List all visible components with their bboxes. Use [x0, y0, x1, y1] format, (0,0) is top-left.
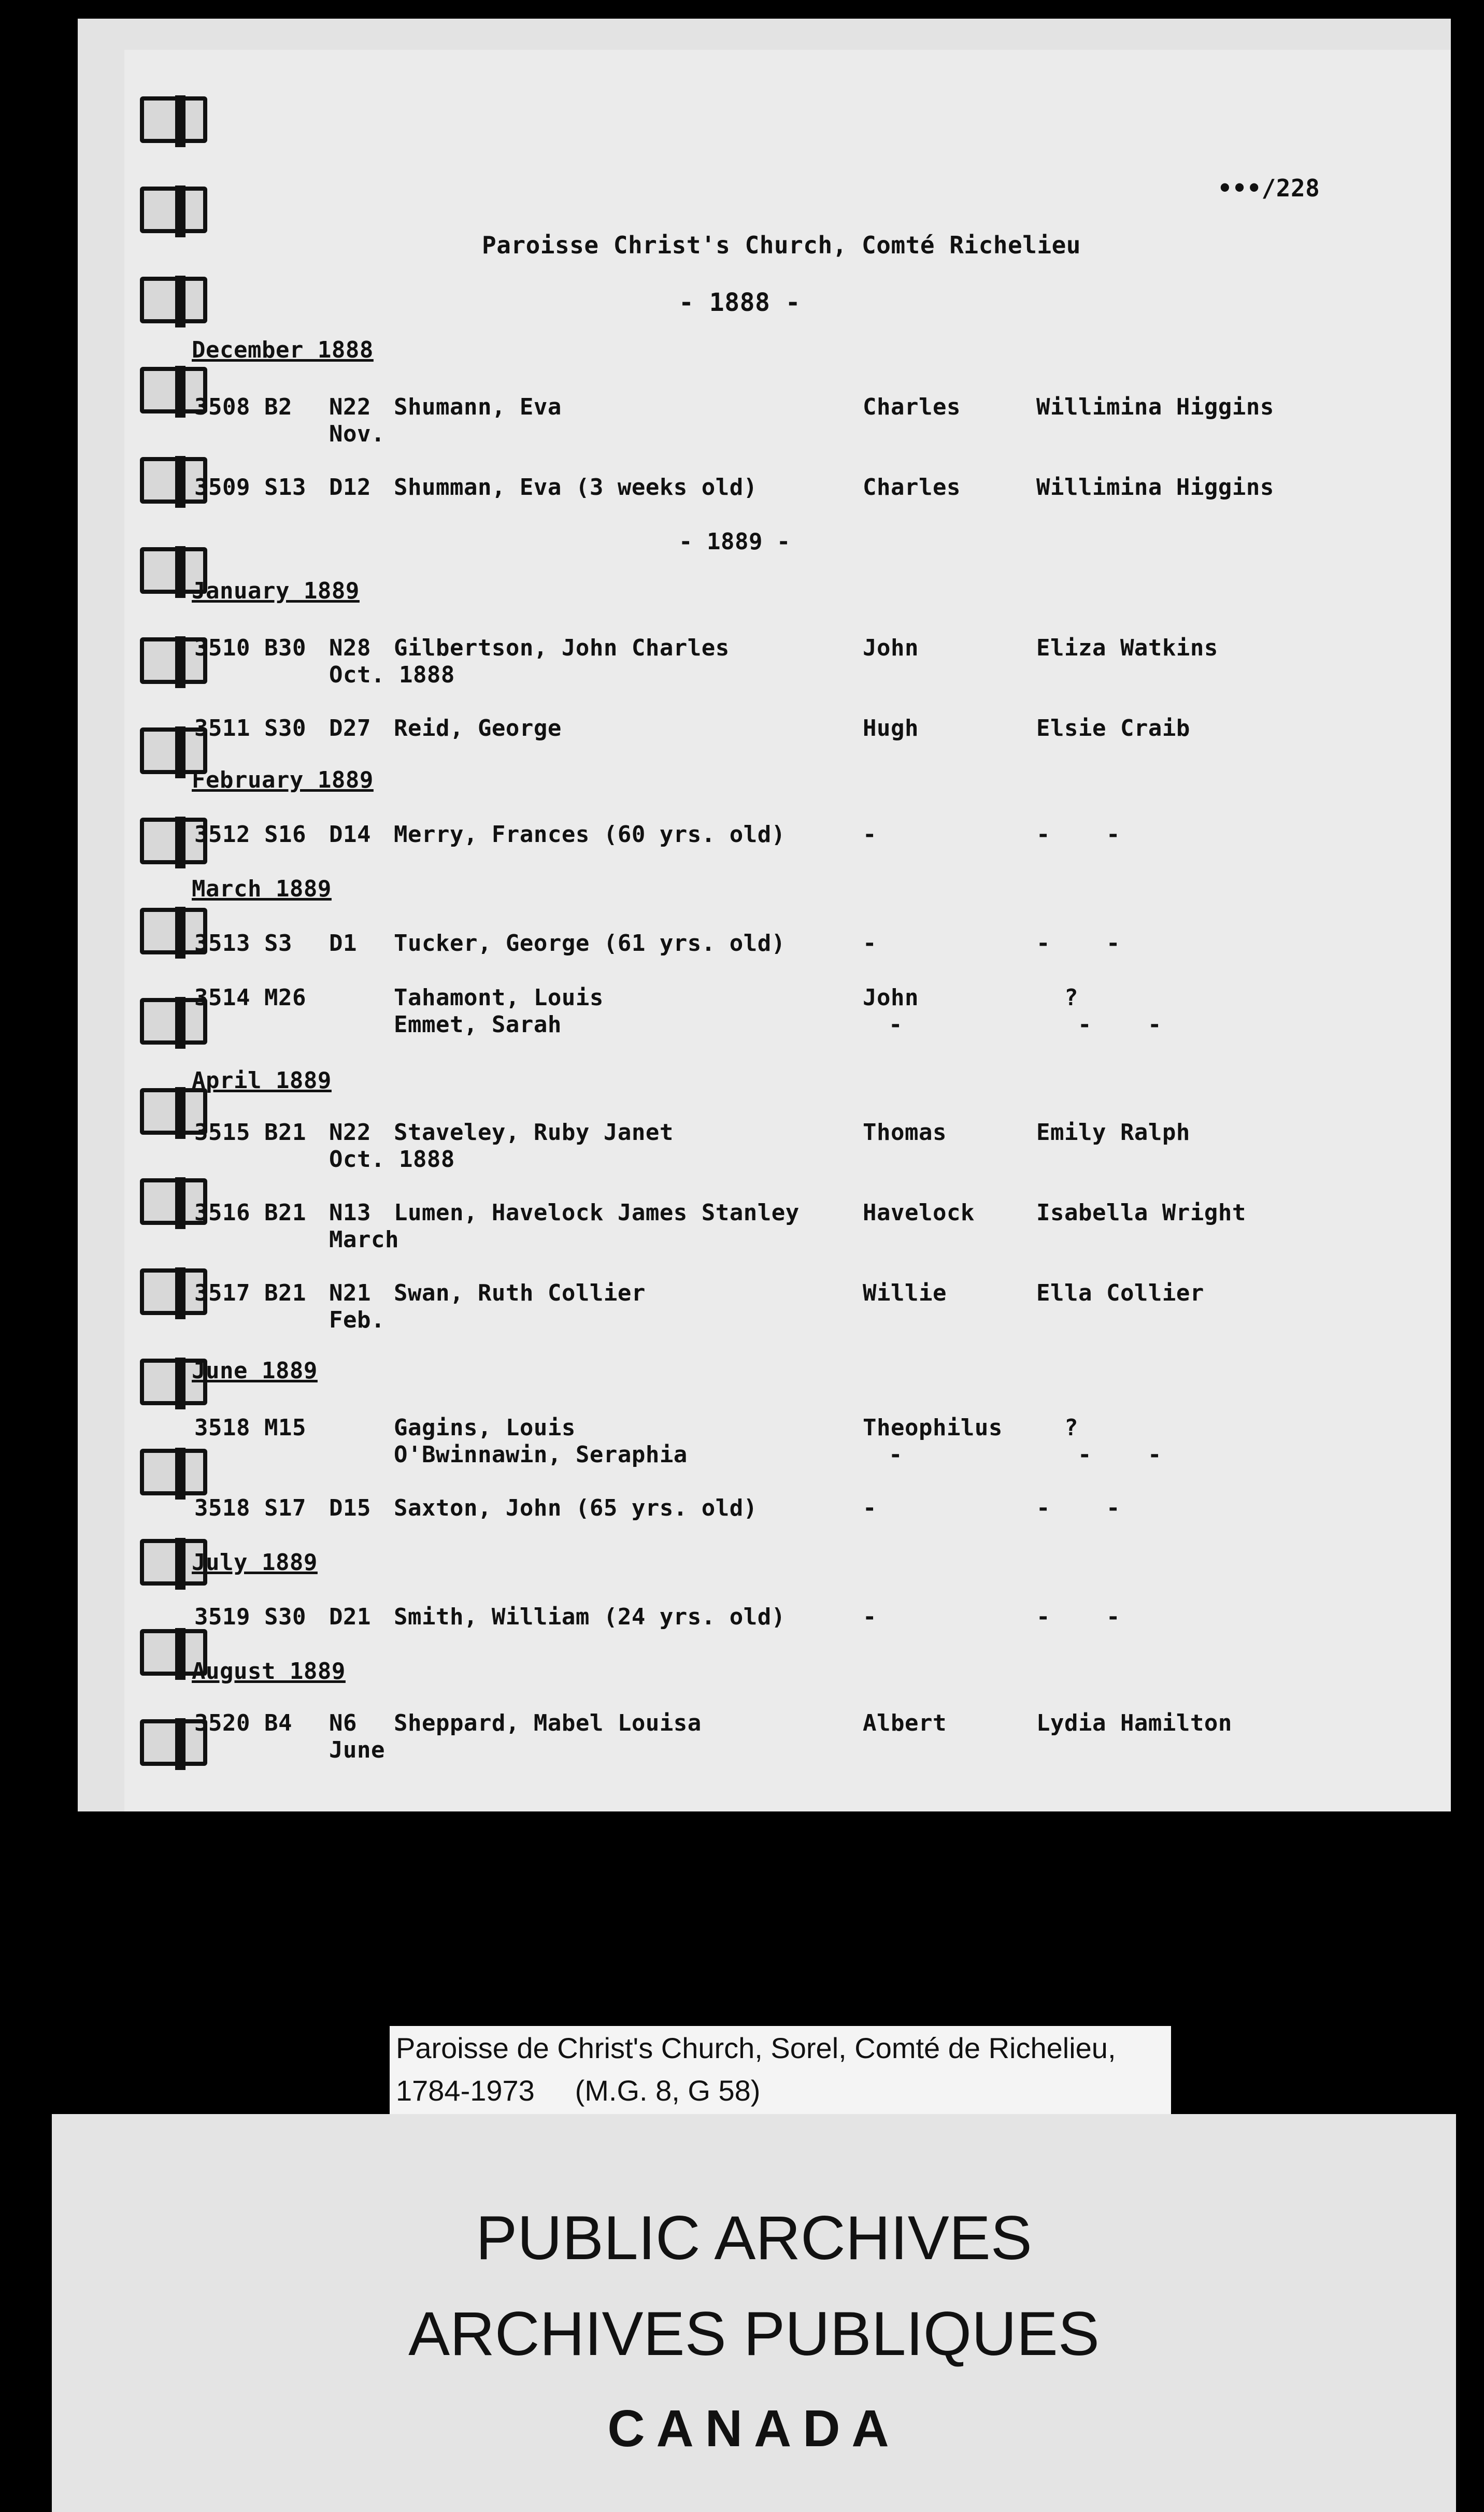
person-name: Gagins, Louis: [394, 1415, 576, 1441]
father-name: John: [863, 635, 919, 661]
event-date: D12: [329, 474, 371, 501]
father-name: Charles: [863, 474, 961, 501]
label-line-2: 1784-1973 (M.G. 8, G 58): [396, 2074, 761, 2107]
person-name: Lumen, Havelock James Stanley: [394, 1200, 800, 1226]
person-name: Swan, Ruth Collier: [394, 1280, 646, 1306]
entry-number: 3511: [194, 715, 250, 741]
father-name: John: [863, 984, 919, 1011]
person-name: Shumann, Eva: [394, 394, 562, 420]
mother-name: - -: [1036, 821, 1120, 848]
mother-name: Isabella Wright: [1036, 1200, 1246, 1226]
card-line-1: PUBLIC ARCHIVES: [476, 2203, 1032, 2273]
act-code: B30: [264, 635, 306, 661]
person-name: Merry, Frances (60 yrs. old): [394, 821, 786, 848]
act-code: B21: [264, 1280, 306, 1306]
event-date: N6: [329, 1710, 357, 1736]
event-date: D21: [329, 1604, 371, 1630]
register-page: [78, 19, 1451, 1811]
person-name: Staveley, Ruby Janet: [394, 1119, 674, 1146]
act-code: S17: [264, 1495, 306, 1521]
binding-ring: [140, 1449, 207, 1495]
mother-name: ?: [1036, 1415, 1078, 1441]
event-date: N13: [329, 1200, 371, 1226]
event-date-detail: Oct. 1888: [329, 662, 455, 688]
entry-number: 3518: [194, 1415, 250, 1441]
father-name: -: [863, 930, 877, 957]
act-code: M26: [264, 984, 306, 1011]
page-number: •••/228: [1218, 174, 1320, 202]
person-name: Shumman, Eva (3 weeks old): [394, 474, 758, 501]
act-code: S3: [264, 930, 292, 957]
act-code: S16: [264, 821, 306, 848]
event-date-detail: Feb.: [329, 1307, 385, 1333]
event-date-detail: Nov.: [329, 421, 385, 447]
mother-name: - -: [1036, 1495, 1120, 1521]
mother-name: Eliza Watkins: [1036, 635, 1218, 661]
event-date-detail: March: [329, 1226, 399, 1253]
father-name: -: [863, 1495, 877, 1521]
entry-number: 3517: [194, 1280, 250, 1306]
entry-number: 3508: [194, 394, 250, 420]
entry-number: 3516: [194, 1200, 250, 1226]
mother-name-2: - -: [1078, 1011, 1162, 1038]
mother-name: - -: [1036, 1604, 1120, 1630]
binding-ring: [140, 96, 207, 143]
act-code: S13: [264, 474, 306, 501]
mother-name: Willimina Higgins: [1036, 474, 1274, 501]
father-name: Havelock: [863, 1200, 975, 1226]
month-heading: July 1889: [192, 1549, 318, 1576]
person-name-2: O'Bwinnawin, Seraphia: [394, 1441, 688, 1468]
father-name: -: [863, 1604, 877, 1630]
entry-number: 3513: [194, 930, 250, 957]
card-line-2: ARCHIVES PUBLIQUES: [408, 2299, 1100, 2368]
act-code: S30: [264, 715, 306, 741]
person-name: Tahamont, Louis: [394, 984, 604, 1011]
mother-name: ?: [1036, 984, 1078, 1011]
person-name: Tucker, George (61 yrs. old): [394, 930, 786, 957]
father-name: Albert: [863, 1710, 947, 1736]
collection-label: [390, 2026, 1171, 2119]
entry-number: 3509: [194, 474, 250, 501]
act-code: M15: [264, 1415, 306, 1441]
event-date-detail: Oct. 1888: [329, 1146, 455, 1173]
register-title: Paroisse Christ's Church, Comté Richelieu: [482, 231, 1081, 259]
label-line-1: Paroisse de Christ's Church, Sorel, Comté de Richelieu,: [396, 2032, 1116, 2064]
entry-number: 3510: [194, 635, 250, 661]
month-heading: August 1889: [192, 1658, 346, 1685]
card-line-3: CANADA: [607, 2400, 901, 2458]
act-code: S30: [264, 1604, 306, 1630]
person-name: Smith, William (24 yrs. old): [394, 1604, 786, 1630]
mother-name: Willimina Higgins: [1036, 394, 1274, 420]
father-name: Hugh: [863, 715, 919, 741]
father-name: Charles: [863, 394, 961, 420]
father-name: -: [863, 821, 877, 848]
person-name: Reid, George: [394, 715, 562, 741]
entry-number: 3515: [194, 1119, 250, 1146]
act-code: B4: [264, 1710, 292, 1736]
act-code: B2: [264, 394, 292, 420]
father-name: Thomas: [863, 1119, 947, 1146]
mother-name: Ella Collier: [1036, 1280, 1204, 1306]
month-heading: June 1889: [192, 1358, 318, 1384]
event-date: D1: [329, 930, 357, 957]
father-name-2: -: [889, 1441, 903, 1468]
entry-number: 3518: [194, 1495, 250, 1521]
entry-number: 3520: [194, 1710, 250, 1736]
month-heading: February 1889: [192, 767, 374, 793]
act-code: B21: [264, 1200, 306, 1226]
month-heading: December 1888: [192, 337, 374, 363]
month-heading: April 1889: [192, 1067, 332, 1094]
binding-ring: [140, 277, 207, 323]
event-date-detail: June: [329, 1737, 385, 1763]
person-name-2: Emmet, Sarah: [394, 1011, 562, 1038]
entry-number: 3514: [194, 984, 250, 1011]
father-name: Theophilus: [863, 1415, 1003, 1441]
event-date: D15: [329, 1495, 371, 1521]
event-date: N28: [329, 635, 371, 661]
month-heading: January 1889: [192, 578, 360, 604]
act-code: B21: [264, 1119, 306, 1146]
year-1888: - 1888 -: [679, 288, 801, 317]
mother-name-2: - -: [1078, 1441, 1162, 1468]
event-date: N22: [329, 394, 371, 420]
person-name: Gilbertson, John Charles: [394, 635, 730, 661]
binding-ring: [140, 187, 207, 233]
month-heading: March 1889: [192, 876, 332, 902]
event-date: D27: [329, 715, 371, 741]
person-name: Saxton, John (65 yrs. old): [394, 1495, 758, 1521]
archives-card: [52, 2114, 1456, 2512]
father-name: Willie: [863, 1280, 947, 1306]
mother-name: - -: [1036, 930, 1120, 957]
person-name: Sheppard, Mabel Louisa: [394, 1710, 702, 1736]
mother-name: Lydia Hamilton: [1036, 1710, 1232, 1736]
year-heading: - 1889 -: [679, 529, 791, 555]
entry-number: 3519: [194, 1604, 250, 1630]
mother-name: Elsie Craib: [1036, 715, 1190, 741]
entry-number: 3512: [194, 821, 250, 848]
mother-name: Emily Ralph: [1036, 1119, 1190, 1146]
father-name-2: -: [889, 1011, 903, 1038]
event-date: N22: [329, 1119, 371, 1146]
event-date: D14: [329, 821, 371, 848]
event-date: N21: [329, 1280, 371, 1306]
